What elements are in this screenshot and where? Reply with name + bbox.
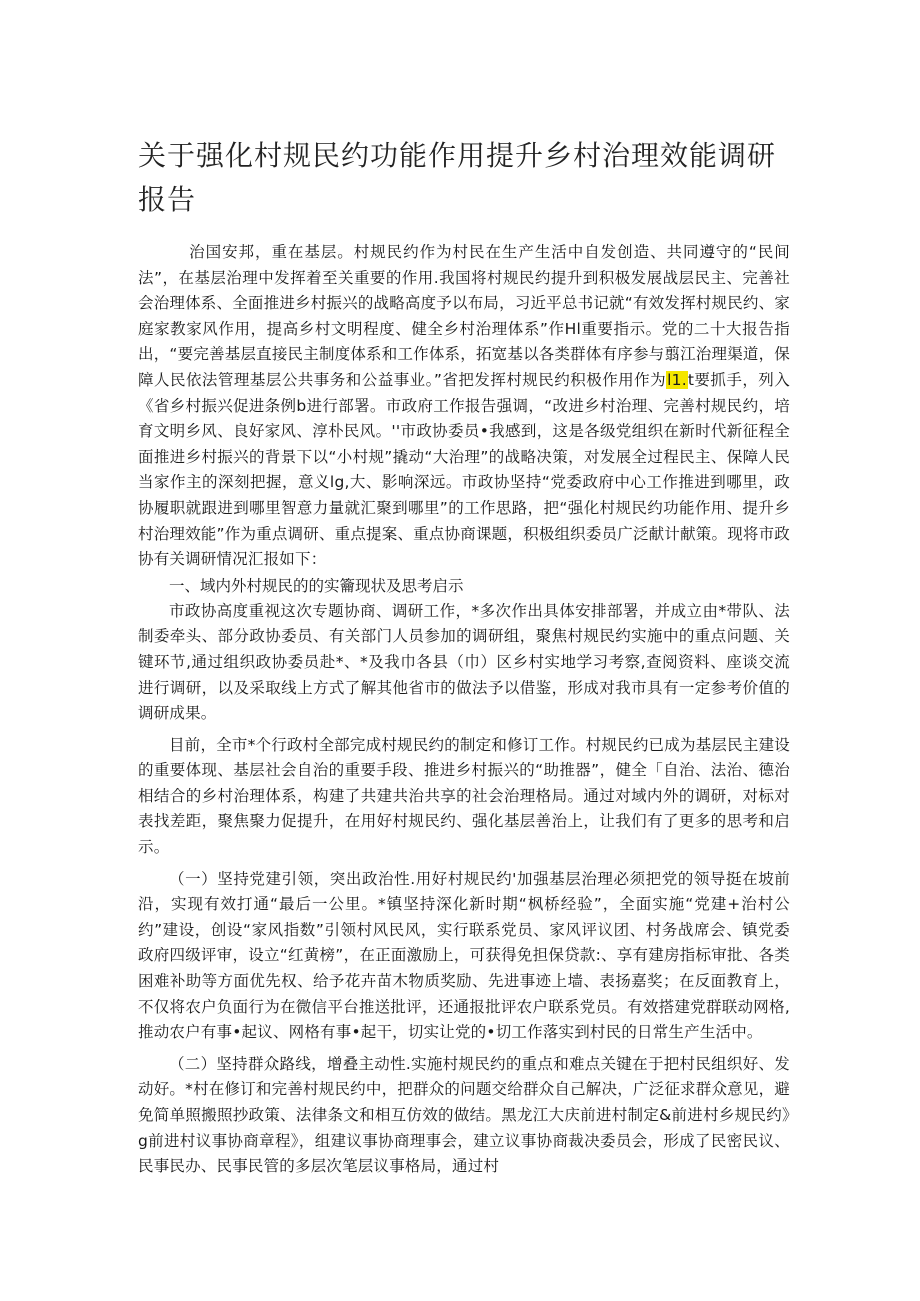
paragraph-party-leadership: （一）坚持党建引领，突出政治性.用好村规民约'加强基层治理必须把党的领导挺在坡前沿，实现有效打通“最后一公里。*镇坚持深化新时期“枫桥经验”，全面实施“党建+治村公约”建设，创设“家风指数”引领村风民风，实行联系党员、家风评议团、村务战席会、镇党委政府四级评审，设立“红黄榜”，在正面激励上，可获得免担保贷款:、享有建房指标审批、各类困难补助等方面优先权、给予花卉苗木物质奖励、先进事迹上墙、表扬嘉奖；在反面教育上，不仅将农户负面行为在微信平台推送批评，还通报批评农户联系党员。有效搭建党群联动网格,推动农户有事•起议、网格有事•起干，切实让党的•切工作落实到村民的日常生产生活中。 [138,869,790,1042]
paragraph-current-status: 目前，全市*个行政村全部完成村规民约的制定和修订工作。村规民约已成为基层民主建设的重要体现、基层社会自治的重要手段、推进乡村振兴的“助推器”，健全「自治、法治、德治相结合的乡村治理体系，构建了共建共治共享的社会治理格局。通过对域内外的调研，对标对表找差距，聚焦聚力促提升，在用好村规民约、强化基层善治上，让我们有了更多的思考和启示。 [138,735,790,857]
paragraph-research-work: 市政协高度重视这次专题协商、调研工作，*多次作出具体安排部署，并成立由*带队、法制委牵头、部分政协委员、有关部门人员参加的调研组，聚焦村规民约实施中的重点问题、关键环节,通过组织政协委员赴*、*及我巾各县（巾）区乡村实地学习考察,查阅资料、座谈交流进行调研，以及采取线上方式了解其他省市的做法予以借鉴，形成对我市具有一定参考价值的调研成果。 [138,601,790,723]
intro-paragraph [138,240,790,573]
document-body [138,240,790,1180]
highlighted-text: l1. [667,370,687,389]
section-heading-1: 一、域内外村规民的的实籥现状及思考启示 [169,576,464,595]
document-title: 关于强化村规民约功能作用提升乡村治理效能调研报告 [138,139,777,216]
intro-text-part-1: 治国安邦，重在基层。村规民约作为村民在生产生活中自发创造、共同遵守的“民间法”，在基层治理中发挥着至关重要的作用.我国将村规民约提升到积极发展战层民主、完善社会治理体系、全面推进乡村振兴的战略高度予以布局，习近平总书记就“有效发挥村规民约、家庭家教家风作用，提高乡村文明程度、健全乡村治理体系”作Hl重要指示。党的二十大报告指出，“要完善基层直接民主制度体系和工作体系，拓宽基以各类群体有序参与翦江治理渠道，保障人民依法管理基层公共事务和公益事业。”省把发挥村规民约积极作用作为 [138,243,790,389]
intro-text-part-2: t要抓手，列入《省乡村振兴促进条例b进行部署。市政府工作报告强调，“改进乡村治理、完善村规民约，培育文明乡风、良好家风、淳朴民风。''市政协委员•我感到，这是各级党组织在新时代新征程全面推进乡村振兴的背景下以“小村规”撬动“大治理”的战略决策，对发展全过程民主、保障人民当家作主的深刻把握，意义lg,大、影响深远。市政协坚持“党委政府中心工作推进到哪里，政协履职就跟进到哪里智意力量就汇聚到哪里”的工作思路，把“强化村规民约功能作用、提升乡村治理效能”作为重点调研、重点提案、重点协商课题，积极组织委员广泛献计献策。现将市政协有关调研情况汇报如下： [138,370,790,569]
paragraph-mass-line: （二）坚持群众路线，增叠主动性.实施村规民约的重点和难点关键在于把村民组织好、发动好。*村在修订和完善村规民约中，把群众的问题交给群众自己解决，广泛征求群众意见，避免简单照搬照抄政策、法律条文和相互仿效的做结。黑龙江大庆前进村制定&前进村乡规民约》g前进村议事协商章程》，组建议事协商理事会，建立议事协商裁决委员会，形成了民密民议、民事民办、民事民管的多层次笔层议事格局，通过村 [138,1054,790,1176]
